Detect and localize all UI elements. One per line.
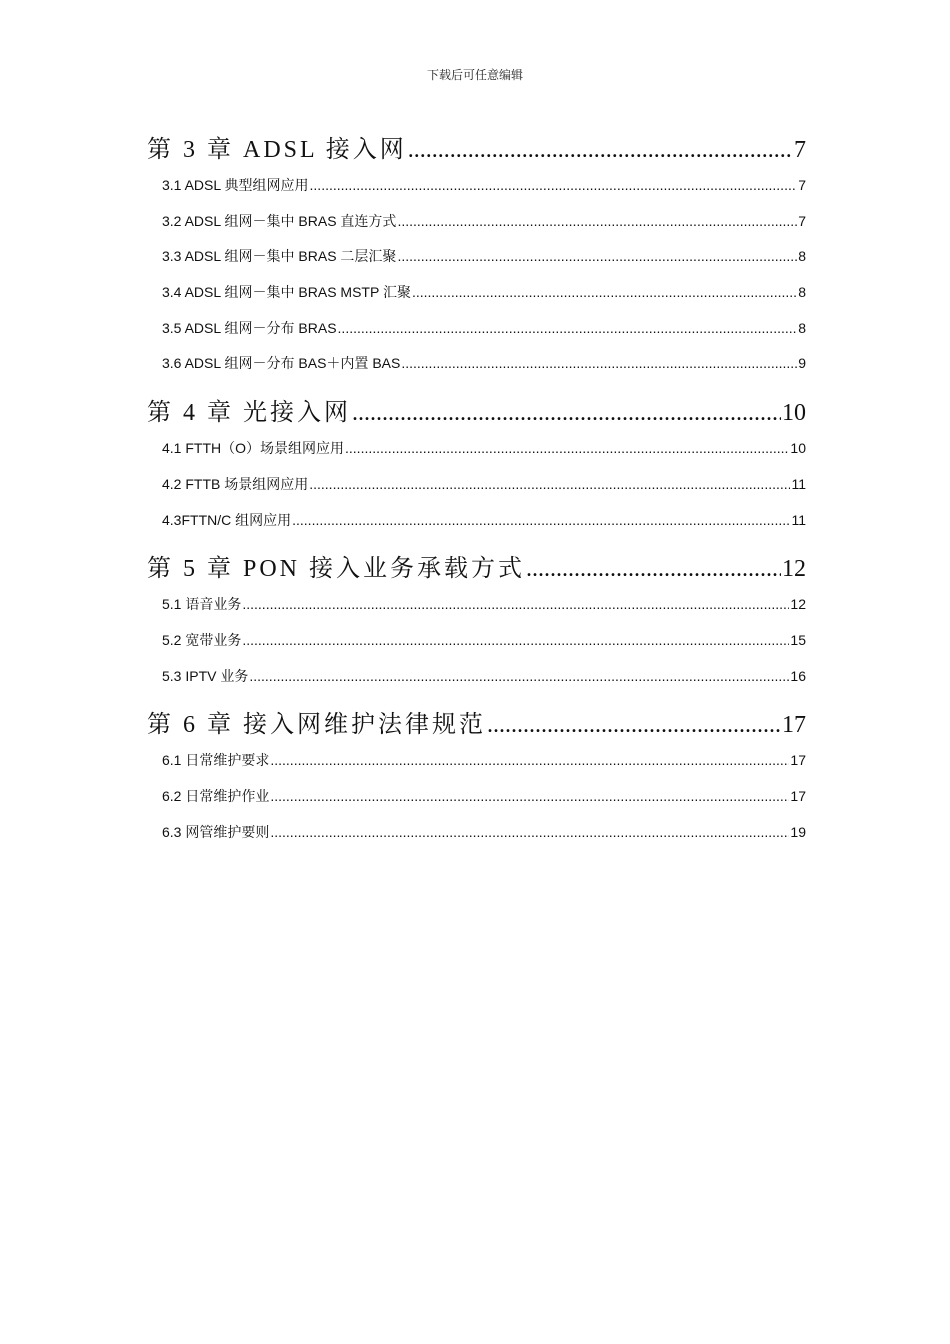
section-title: 4.2 FTTB 场景组网应用 (162, 475, 309, 492)
dot-leader (270, 779, 789, 815)
dot-leader (352, 395, 781, 431)
section-page: 8 (798, 248, 806, 265)
toc-section[interactable] (147, 743, 806, 779)
toc-section[interactable] (147, 467, 806, 503)
section-page: 8 (798, 284, 806, 301)
section-title: 5.3 IPTV 业务 (162, 667, 249, 684)
toc-section[interactable] (147, 168, 806, 204)
section-title: 3.3 ADSL 组网－集中 BRAS 二层汇聚 (162, 248, 397, 265)
section-title: 4.1 FTTH（O）场景组网应用 (162, 440, 345, 457)
section-page: 16 (790, 667, 806, 684)
toc-section[interactable] (147, 431, 806, 467)
section-page: 8 (798, 319, 806, 336)
section-title: 3.1 ADSL 典型组网应用 (162, 177, 309, 193)
toc-section[interactable] (147, 275, 806, 311)
dot-leader (487, 707, 781, 743)
toc-section[interactable] (147, 204, 806, 240)
dot-leader (310, 168, 798, 204)
section-page: 17 (790, 752, 806, 769)
chapter-page: 7 (794, 137, 806, 163)
section-title: 3.2 ADSL 组网－集中 BRAS 直连方式 (162, 212, 397, 229)
dot-leader (242, 587, 789, 623)
dot-leader (408, 132, 793, 168)
toc-section[interactable] (147, 815, 806, 851)
section-title: 5.2 宽带业务 (162, 631, 242, 648)
section-title: 6.3 网管维护要则 (162, 823, 270, 840)
dot-leader (526, 551, 781, 587)
toc-section[interactable] (147, 779, 806, 815)
section-page: 11 (791, 475, 806, 492)
section-title: 6.1 日常维护要求 (162, 752, 270, 769)
section-page: 12 (790, 596, 806, 613)
chapter-page: 10 (782, 400, 806, 427)
toc-chapter[interactable] (147, 395, 806, 431)
section-page: 17 (790, 787, 806, 804)
section-page: 9 (798, 355, 806, 372)
section-title: 3.6 ADSL 组网－分布 BAS＋内置 BAS (162, 355, 401, 372)
toc-section[interactable] (147, 623, 806, 659)
dot-leader (292, 503, 790, 539)
dot-leader (401, 346, 797, 382)
section-title: 3.4 ADSL 组网－集中 BRAS MSTP 汇聚 (162, 284, 411, 301)
dot-leader (270, 743, 789, 779)
chapter-title: 第 4 章 光接入网 (147, 400, 351, 427)
section-page: 11 (791, 511, 806, 528)
dot-leader (309, 467, 790, 503)
section-page: 19 (790, 823, 806, 840)
dot-leader (242, 623, 789, 659)
dot-leader (397, 239, 797, 275)
toc-section[interactable] (147, 346, 806, 382)
dot-leader (412, 275, 797, 311)
page-header: 下载后可任意编辑 (426, 68, 523, 82)
toc-chapter[interactable] (147, 551, 806, 587)
chapter-page: 17 (782, 712, 806, 739)
section-page: 7 (798, 177, 806, 193)
toc-chapter[interactable] (147, 707, 806, 743)
table-of-contents (147, 132, 806, 850)
toc-chapter[interactable] (147, 132, 806, 168)
toc-section[interactable] (147, 311, 806, 347)
dot-leader (397, 204, 797, 240)
dot-leader (338, 311, 798, 347)
section-page: 15 (790, 631, 806, 648)
section-title: 5.1 语音业务 (162, 596, 242, 613)
toc-section[interactable] (147, 659, 806, 695)
section-page: 7 (798, 212, 806, 229)
dot-leader (345, 431, 789, 467)
dot-leader (249, 659, 789, 695)
section-title: 4.3FTTN/C 组网应用 (162, 511, 292, 528)
section-page: 10 (790, 440, 806, 457)
section-title: 6.2 日常维护作业 (162, 787, 270, 804)
section-title: 3.5 ADSL 组网－分布 BRAS (162, 319, 337, 336)
toc-section[interactable] (147, 587, 806, 623)
chapter-title: 第 6 章 接入网维护法律规范 (147, 712, 486, 739)
chapter-page: 12 (782, 556, 806, 583)
toc-section[interactable] (147, 239, 806, 275)
toc-section[interactable] (147, 503, 806, 539)
chapter-title: 第 5 章 PON 接入业务承载方式 (147, 556, 526, 583)
chapter-title: 第 3 章 ADSL 接入网 (147, 137, 407, 163)
dot-leader (270, 815, 789, 851)
